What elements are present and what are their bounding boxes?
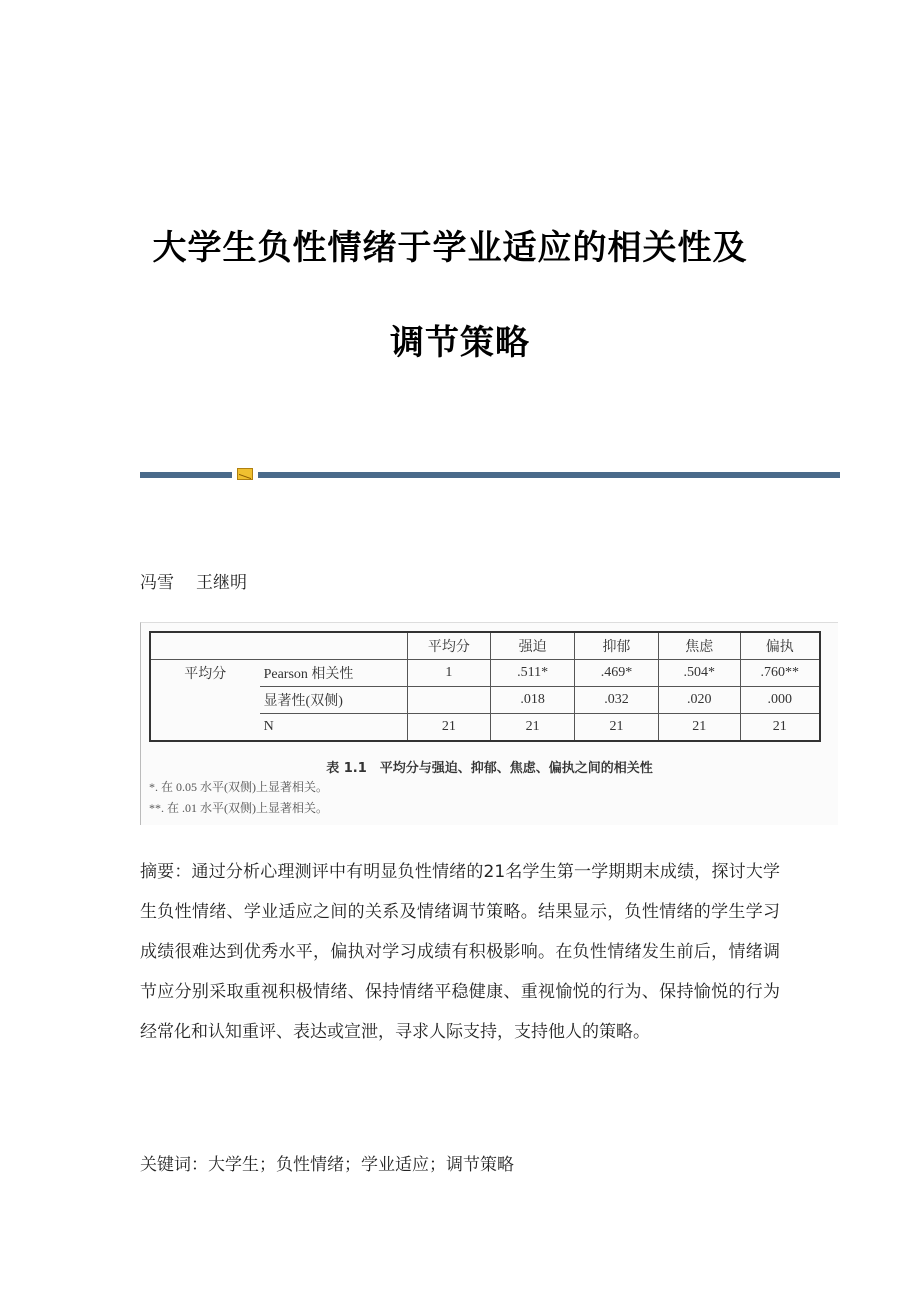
author-list [140,568,247,593]
table-cell: 21 [407,714,491,742]
table-cell: .020 [658,687,740,714]
table-cell: 21 [658,714,740,742]
table-cell: .511* [491,660,575,687]
table-header-cell: 平均分 [407,632,491,660]
paper-title-line-1: 大学生负性情绪于学业适应的相关性及 [152,228,748,268]
table-row-sublabel: N [260,714,408,742]
envelope-icon [237,468,253,480]
table-cell: 1 [407,660,491,687]
keywords-line: 关键词：大学生；负性情绪；学业适应；调节策略 [140,1155,514,1175]
table-header-cell: 焦虑 [658,632,740,660]
decorative-divider [140,468,840,481]
table-cell: .032 [575,687,659,714]
author-name: 王继明 [196,573,247,593]
abstract-paragraph: 摘要：通过分析心理测评中有明显负性情绪的21名学生第一学期期末成绩，探讨大学生负性情绪、学业适应之间的关系及情绪调节策略。结果显示，负性情绪的学生学习成绩很难达到优秀水平，偏执对学习成绩有积极影响。在负性情绪发生前后，情绪调节应分别采取重视积极情绪、保持情绪平稳健康、重视愉悦的行为、保持愉悦的行为经常化和认知重评、表达或宣泄，寻求人际支持，支持他人的策略。 [140,862,780,1042]
correlation-table [149,631,821,742]
table-cell: .504* [658,660,740,687]
table-cell: .000 [740,687,820,714]
table-header-cell: 偏执 [740,632,820,660]
table-cell: 21 [491,714,575,742]
table-row-label: 平均分 [150,660,260,687]
table-caption: 表 1.1 平均分与强迫、抑郁、焦虑、偏执之间的相关性 [326,761,653,776]
table-row [150,714,820,742]
divider-bar-right [258,472,840,478]
table-row-sublabel: Pearson 相关性 [260,660,408,687]
table-row [150,687,820,714]
table-cell [407,687,491,714]
correlation-table-figure [140,622,838,825]
table-note: *. 在 0.05 水平(双侧)上显著相关。 [149,780,328,794]
paper-title-line-2: 调节策略 [390,323,530,363]
table-cell: .760** [740,660,820,687]
table-cell: 21 [740,714,820,742]
table-row-sublabel: 显著性(双侧) [260,687,408,714]
table-row [150,660,820,687]
table-cell: 21 [575,714,659,742]
table-header-cell: 强迫 [491,632,575,660]
table-cell: .018 [491,687,575,714]
table-note: **. 在 .01 水平(双侧)上显著相关。 [149,801,328,815]
divider-bar-left [140,472,232,478]
table-header-cell: 抑郁 [575,632,659,660]
table-cell: .469* [575,660,659,687]
table-header-row [150,632,820,660]
author-name: 冯雪 [140,573,174,593]
